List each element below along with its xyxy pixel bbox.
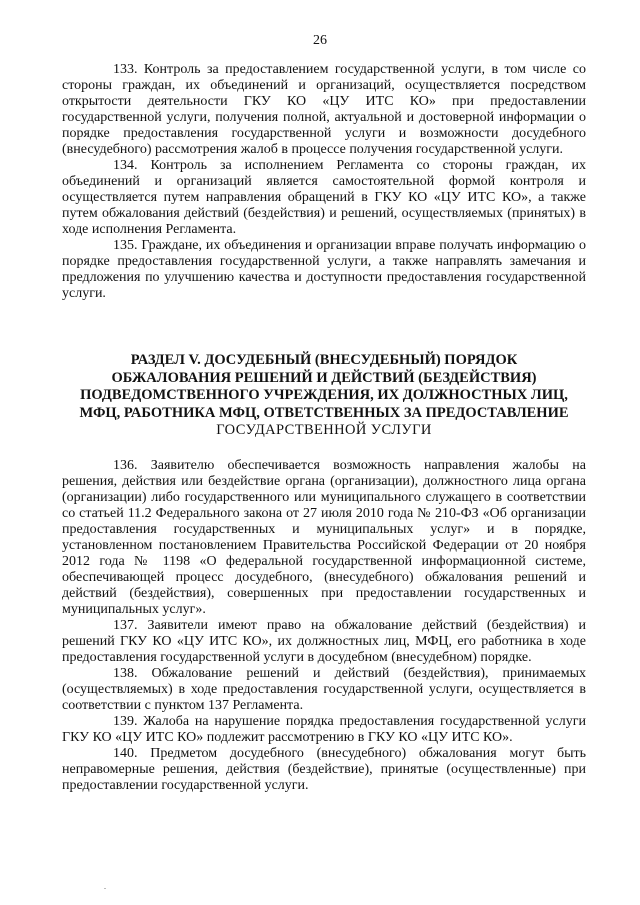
paragraph-135: 135. Граждане, их объединения и организации вправе получать информацию о порядке предоставления государственной услуги, а также направлять замечания и предложения по улучшению качества и доступности предоставления государственной услуги. xyxy=(62,238,586,301)
section-heading-line: ПОДВЕДОМСТВЕННОГО УЧРЕЖДЕНИЯ, ИХ ДОЛЖНОСТНЫХ ЛИЦ, xyxy=(80,387,568,403)
paragraph-134: 134. Контроль за исполнением Регламента со стороны граждан, их объединений и организаций является самостоятельной формой контроля и осуществляется путем направления обращений в ГКУ КО «ЦУ ИТС КО», а также путем обжалования действий (бездействия) и решений, осуществляемых (принятых) в ходе исполнения Регламента. xyxy=(62,158,586,237)
paragraph-133: 133. Контроль за предоставлением государственной услуги, в том числе со стороны граждан, их объединений и организаций, осуществляется посредством открытости деятельности ГКУ КО «ЦУ ИТС КО» при предоставлении государственной услуги, получения полной, актуальной и достоверной информации о порядке предоставления государственной услуги и возможности досудебного (внесудебного) рассмотрения жалоб в процессе получения государственной услуги. xyxy=(62,62,586,157)
section-heading-line: ГОСУДАРСТВЕННОЙ УСЛУГИ xyxy=(216,422,432,438)
page-number: 26 xyxy=(313,33,327,48)
paragraph-136: 136. Заявителю обеспечивается возможность направления жалобы на решения, действия или бездействие органа (организации), должностного лица органа (организации) либо государственного или муниципального служащего в соответствии со статьей 11.2 Федерального закона от 27 июля 2010 года № 210-ФЗ «Об организации предоставления государственных и муниципальных услуг» и в порядке, установленном постановлением Правительства Российской Федерации от 20 ноября 2012 года № 1198 «О федеральной государственной информационной системе, обеспечивающей процесс досудебного, (внесудебного) обжалования решений и действий (бездействия), совершенных при предоставлении государственных и муниципальных услуг». xyxy=(62,458,586,617)
section-heading-line: МФЦ, РАБОТНИКА МФЦ, ОТВЕТСТВЕННЫХ ЗА ПРЕДОСТАВЛЕНИЕ xyxy=(79,404,569,421)
section-heading-line: РАЗДЕЛ V. ДОСУДЕБНЫЙ (ВНЕСУДЕБНЫЙ) ПОРЯДОК xyxy=(130,352,518,368)
section-heading-line: ОБЖАЛОВАНИЯ РЕШЕНИЙ И ДЕЙСТВИЙ (БЕЗДЕЙСТВИЯ) xyxy=(111,369,537,386)
paragraph-137: 137. Заявители имеют право на обжалование действий (бездействия) и решений ГКУ КО «ЦУ ИТС КО», их должностных лиц, МФЦ, его работника в ходе предоставления государственной услуги в досудебном (внесудебном) порядке. xyxy=(62,618,586,665)
paragraph-138: 138. Обжалование решений и действий (бездействия), принимаемых (осуществляемых) в ходе предоставления государственной услуги, осуществляется в соответствии с пунктом 137 Регламента. xyxy=(62,666,586,713)
paragraphs-bottom xyxy=(62,458,586,794)
section-heading xyxy=(62,352,586,440)
paragraph-139: 139. Жалоба на нарушение порядка предоставления государственной услуги ГКУ КО «ЦУ ИТС КО» подлежит рассмотрению в ГКУ КО «ЦУ ИТС КО». xyxy=(62,714,586,745)
paragraphs-top xyxy=(62,62,586,302)
scan-artifact xyxy=(104,888,106,889)
paragraph-140: 140. Предметом досудебного (внесудебного) обжалования могут быть неправомерные решения, действия (бездействие), принятые (осуществленные) при предоставлении государственной услуги. xyxy=(62,746,586,793)
